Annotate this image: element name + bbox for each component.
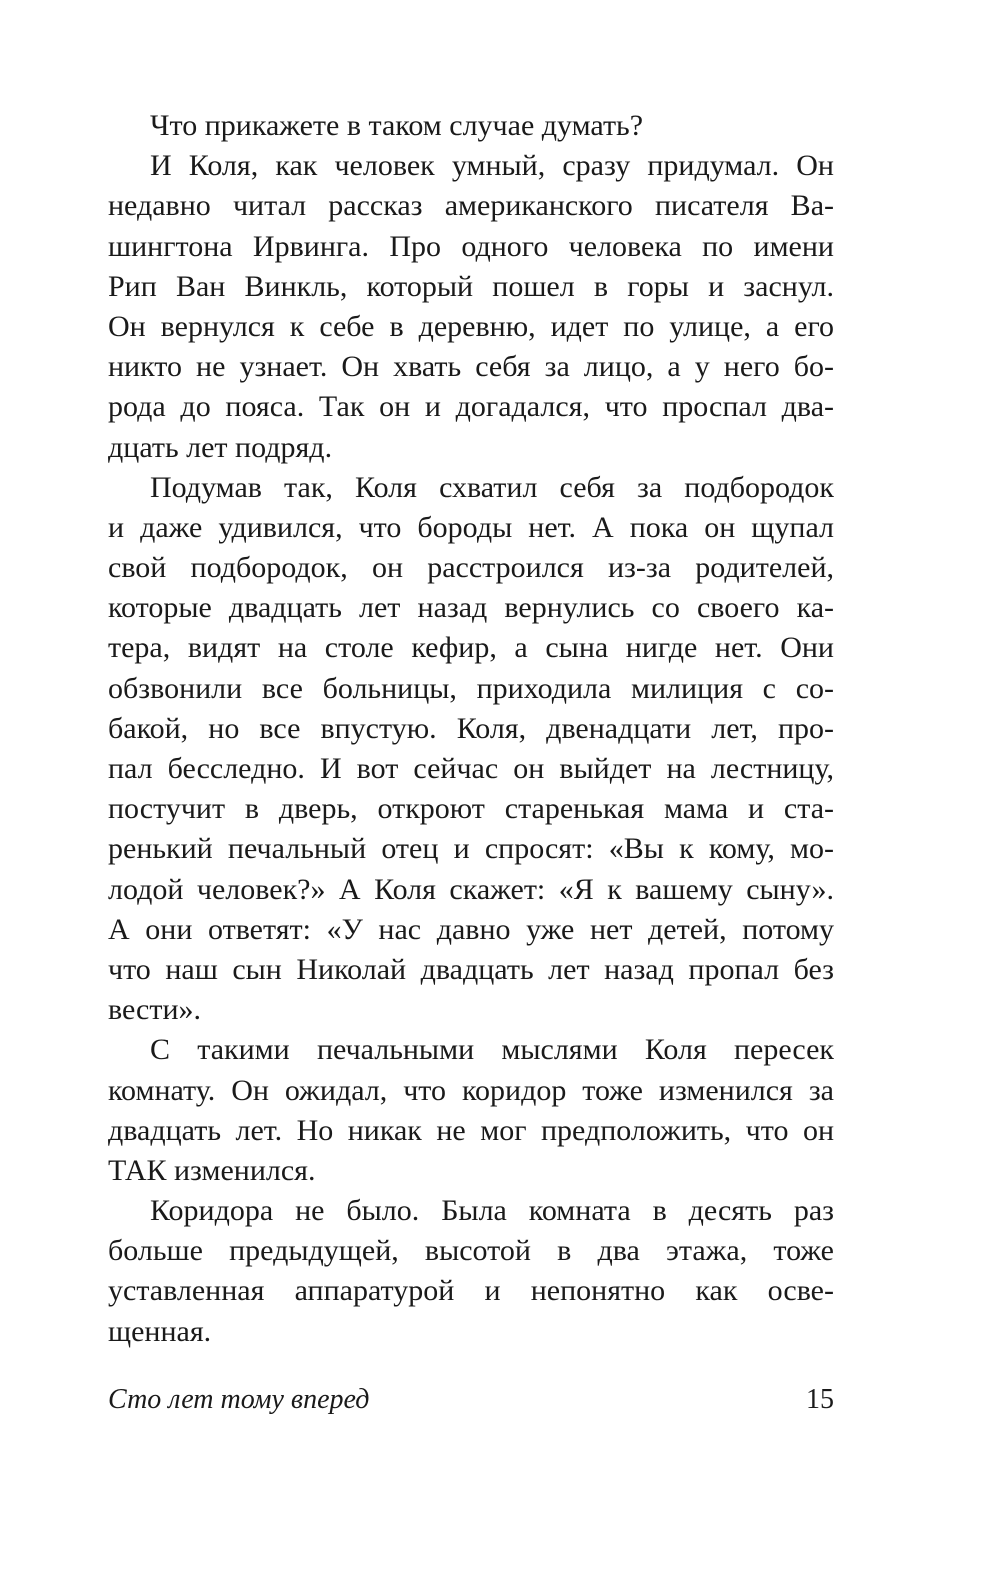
text-line: лодой человек?» А Коля скажет: «Я к вашему сыну».	[108, 872, 834, 906]
paragraph	[108, 146, 834, 468]
text-line: щенная.	[108, 1314, 212, 1348]
text-line: свой подбородок, он расстроился из-за родителей,	[108, 551, 834, 585]
text-line: комнату. Он ожидал, что коридор тоже изменился за	[108, 1073, 834, 1107]
text-line: обзвонили все больницы, приходила милиция с со-	[108, 671, 834, 705]
text-line: шингтона Ирвинга. Про одного человека по имени	[108, 229, 834, 263]
text-line: ТАК изменился.	[108, 1153, 316, 1187]
text-line: тера, видят на столе кефир, а сына нигде нет. Они	[108, 631, 834, 665]
text-line: никто не узнает. Он хвать себя за лицо, а у него бо-	[108, 350, 834, 384]
text-line: дцать лет подряд.	[108, 430, 333, 464]
text-line: С такими печальными мыслями Коля пересек	[150, 1033, 834, 1067]
paragraph	[108, 106, 834, 146]
paragraph	[108, 1191, 834, 1352]
paragraph	[108, 1030, 834, 1191]
page-body	[108, 106, 834, 1352]
text-line: уставленная аппаратурой и непонятно как осве-	[108, 1274, 834, 1308]
text-line: что наш сын Николай двадцать лет назад пропал без	[108, 952, 834, 986]
running-title: Сто лет тому вперед	[108, 1384, 370, 1415]
text-line: Коридора не было. Была комната в десять раз	[150, 1194, 834, 1228]
page-number: 15	[806, 1384, 834, 1415]
text-line: Что прикажете в таком случае думать?	[150, 109, 644, 142]
text-line: Рип Ван Винкль, который пошел в горы и заснул.	[108, 269, 834, 303]
text-line: двадцать лет. Но никак не мог предположить, что он	[108, 1113, 834, 1147]
text-line: вести».	[108, 993, 202, 1027]
text-line: недавно читал рассказ американского писателя Ва-	[108, 189, 834, 223]
page-footer	[108, 1380, 834, 1420]
paragraph	[108, 468, 834, 1031]
text-line: постучит в дверь, откроют старенькая мама и ста-	[108, 792, 834, 826]
text-line: и даже удивился, что бороды нет. А пока он щупал	[108, 510, 834, 544]
text-line: Подумав так, Коля схватил себя за подбородок	[150, 470, 834, 504]
text-line: Он вернулся к себе в деревню, идет по улице, а его	[108, 309, 834, 343]
text-line: пал бесследно. И вот сейчас он выйдет на лестницу,	[108, 752, 834, 785]
text-line: которые двадцать лет назад вернулись со своего ка-	[108, 591, 834, 625]
text-line: больше предыдущей, высотой в два этажа, тоже	[108, 1234, 834, 1268]
text-line: И Коля, как человек умный, сразу придумал. Он	[150, 149, 834, 183]
text-line: рода до пояса. Так он и догадался, что проспал два-	[108, 390, 834, 424]
text-line: ренький печальный отец и спросят: «Вы к кому, мо-	[108, 832, 834, 866]
text-line: А они ответят: «У нас давно уже нет детей, потому	[108, 912, 834, 946]
text-line: бакой, но все впустую. Коля, двенадцати лет, про-	[108, 711, 834, 745]
